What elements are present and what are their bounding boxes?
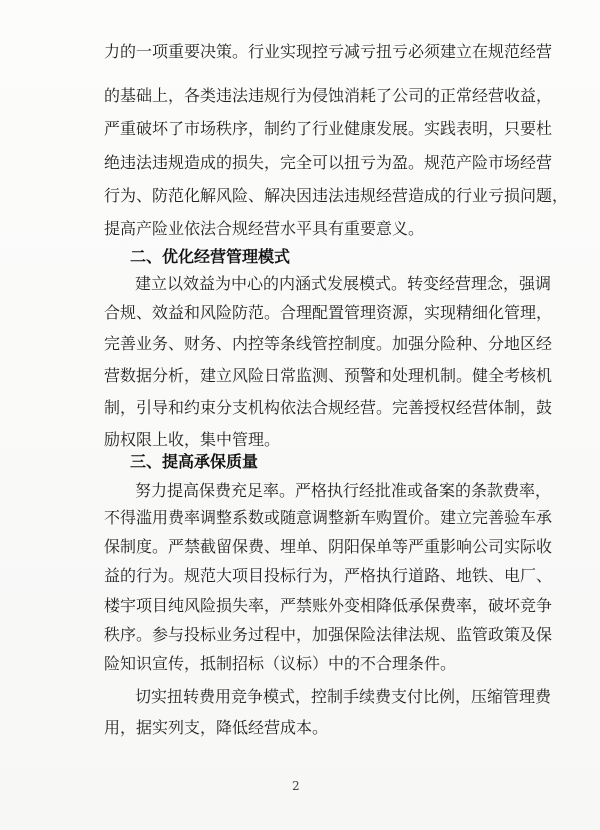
body-text-line: 提高产险业依法合规经营水平具有重要意义。 [104, 219, 425, 238]
section-heading-2: 二、优化经营管理模式 [130, 247, 291, 266]
body-text-line: 楼宇项目纯风险损失率，严禁账外变相降低承保费率，破坏竞争 [104, 596, 553, 615]
body-text-line: 励权限上收，集中管理。 [104, 430, 281, 449]
section-heading-3: 三、提高承保质量 [130, 452, 259, 471]
body-text-line: 行为、防范化解风险、解决因违法违规经营造成的行业亏损问题， [104, 186, 569, 205]
body-text-line: 营数据分析，建立风险日常监测、预警和处理机制。健全考核机 [104, 366, 553, 385]
page-number: 2 [292, 779, 300, 793]
body-text-line: 合规、效益和风险防范。合理配置管理资源，实现精细化管理， [104, 303, 553, 322]
body-text-line: 险知识宣传，抵制招标（议标）中的不合理条件。 [104, 654, 457, 673]
body-text-line: 力的一项重要决策。行业实现控亏减亏扭亏必须建立在规范经营 [104, 42, 553, 61]
body-text-line: 益的行为。规范大项目投标行为，严格执行道路、地铁、电厂、 [104, 566, 553, 585]
body-text-line: 绝违法违规造成的损失，完全可以扭亏为盈。规范产险市场经营 [104, 153, 553, 172]
body-text-line: 秩序。参与投标业务过程中，加强保险法律法规、监管政策及保 [104, 625, 553, 644]
body-text-line: 切实扭转费用竞争模式，控制手续费支付比例，压缩管理费 [135, 687, 552, 706]
body-text-line: 努力提高保费充足率。严格执行经批准或备案的条款费率， [135, 481, 552, 500]
body-text-line: 用，据实列支，降低经营成本。 [104, 718, 329, 737]
body-text-line: 不得滥用费率调整系数或随意调整新车购置价。建立完善验车承 [104, 508, 553, 527]
body-text-line: 保制度。严禁截留保费、埋单、阴阳保单等严重影响公司实际收 [104, 537, 553, 556]
body-text-line: 严重破坏了市场秩序，制约了行业健康发展。实践表明，只要杜 [104, 119, 553, 138]
body-text-line: 的基础上，各类违法违规行为侵蚀消耗了公司的正常经营收益， [104, 86, 553, 105]
body-text-line: 制，引导和约束分支机构依法合规经营。完善授权经营体制，鼓 [104, 398, 553, 417]
body-text-line: 建立以效益为中心的内涵式发展模式。转变经营理念，强调 [135, 274, 552, 293]
body-text-line: 完善业务、财务、内控等条线管控制度。加强分险种、分地区经 [104, 334, 553, 353]
